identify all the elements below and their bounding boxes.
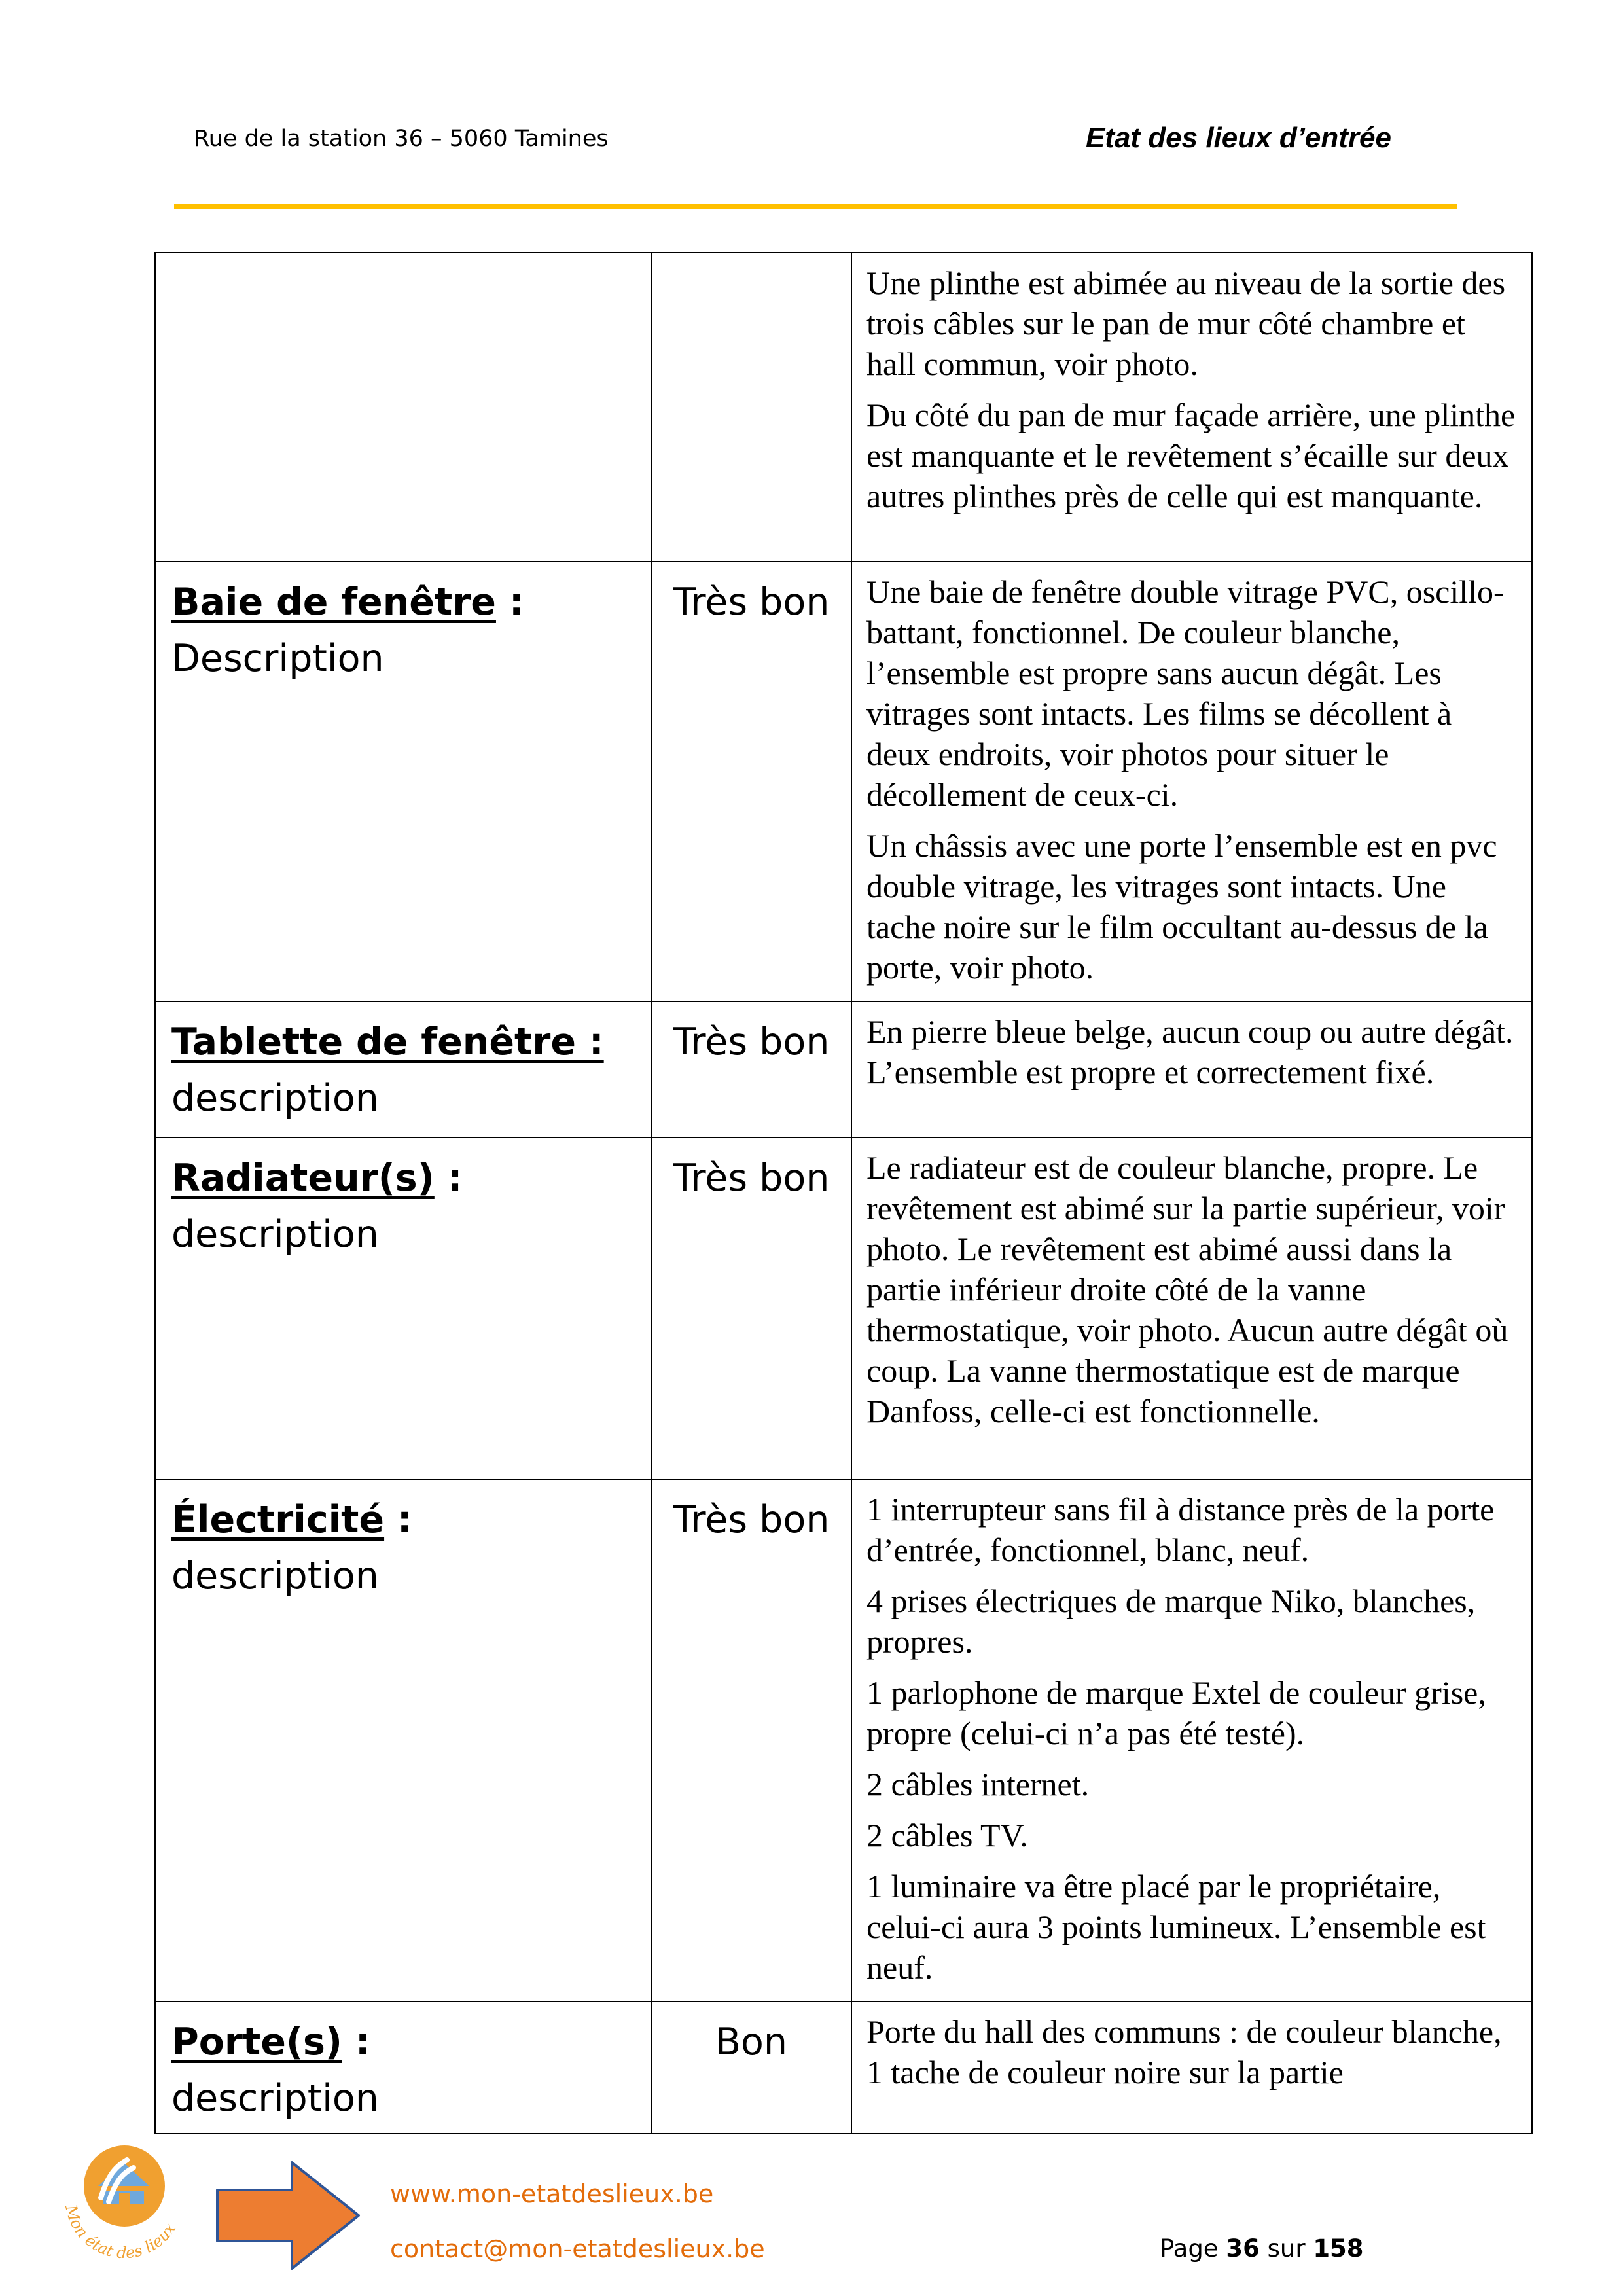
table-row xyxy=(155,1138,1532,1479)
page-mid: sur xyxy=(1259,2234,1313,2263)
header-address: Rue de la station 36 – 5060 Tamines xyxy=(194,126,609,152)
item-label: Électricité xyxy=(171,1498,385,1541)
description-paragraph: Une plinthe est abimée au niveau de la sortie des trois câbles sur le pan de mur côté chambre et hall commun, voir photo. xyxy=(866,264,1506,382)
item-description-cell xyxy=(851,253,1532,562)
description-paragraph: 1 parlophone de marque Extel de couleur grise, propre (celui-ci n’a pas été testé). xyxy=(866,1674,1486,1751)
item-label-separator: : xyxy=(384,1498,412,1541)
item-label-separator: : xyxy=(495,581,524,624)
page-current: 36 xyxy=(1226,2234,1260,2263)
item-label-cell xyxy=(155,1001,651,1138)
page-prefix: Page xyxy=(1160,2234,1226,2263)
description-paragraph: Du côté du pan de mur façade arrière, une plinthe est manquante et le revêtement s’écaille sur deux autres plinthes près de celle qui est manquante. xyxy=(866,397,1516,514)
item-label-separator: : xyxy=(434,1157,463,1200)
description-paragraph: Porte du hall des communs : de couleur blanche, 1 tache de couleur noire sur la partie xyxy=(866,2013,1502,2090)
logo-text: Mon état des lieux xyxy=(62,2202,180,2263)
item-label-cell xyxy=(155,2001,651,2134)
document-title: Etat des lieux d’entrée xyxy=(1085,122,1391,154)
item-label: Baie de fenêtre xyxy=(171,581,496,624)
item-label-cell xyxy=(155,562,651,1001)
item-label: Tablette de fenêtre : xyxy=(171,1020,604,1064)
item-description-cell xyxy=(851,1138,1532,1479)
item-state: Très bon xyxy=(651,1138,851,1479)
page-total: 158 xyxy=(1313,2234,1364,2263)
description-paragraph: 1 interrupteur sans fil à distance près de la porte d’entrée, fonctionnel, blanc, neuf. xyxy=(866,1491,1495,1568)
description-paragraph: 2 câbles internet. xyxy=(866,1766,1090,1803)
item-description-cell xyxy=(851,1479,1532,2001)
item-label-separator: : xyxy=(342,2020,370,2064)
item-label: Porte(s) xyxy=(171,2020,342,2064)
item-state-cell xyxy=(651,253,851,562)
item-sublabel: description xyxy=(171,1554,379,1598)
email-link[interactable]: contact@mon-etatdeslieux.be xyxy=(390,2234,765,2263)
item-label-cell xyxy=(155,253,651,562)
table-row xyxy=(155,1479,1532,2001)
item-description-cell xyxy=(851,1001,1532,1138)
item-description-cell xyxy=(851,562,1532,1001)
table-row xyxy=(155,2001,1532,2134)
item-sublabel: description xyxy=(171,1213,379,1256)
item-state: Très bon xyxy=(651,1479,851,2001)
item-label: Radiateur(s) xyxy=(171,1157,435,1200)
description-paragraph: Le radiateur est de couleur blanche, propre. Le revêtement est abimé sur la partie supérieur, voir photo. Le revêtement est abimé aussi dans la partie inférieur droite côté de la vanne thermostatique, voir photo. Aucun autre dégât où coup. La vanne thermostatique est de marque Danfoss, celle-ci est fonctionnelle. xyxy=(866,1149,1508,1429)
inventory-table xyxy=(154,252,1533,2134)
item-label-cell xyxy=(155,1138,651,1479)
item-state: Très bon xyxy=(651,562,851,1001)
header-divider xyxy=(174,204,1457,209)
description-paragraph: 1 luminaire va être placé par le propriétaire, celui-ci aura 3 points lumineux. L’ensemble est neuf. xyxy=(866,1868,1486,1986)
item-label-cell xyxy=(155,1479,651,2001)
table-row xyxy=(155,253,1532,562)
description-paragraph: Un châssis avec une porte l’ensemble est en pvc double vitrage, les vitrages sont intacts. Une tache noire sur le film occultant au-dessus de la porte, voir photo. xyxy=(866,827,1497,986)
table-row xyxy=(155,562,1532,1001)
item-description-cell xyxy=(851,2001,1532,2134)
brand-logo-icon xyxy=(46,2121,203,2278)
item-state: Bon xyxy=(651,2001,851,2134)
arrow-right-icon xyxy=(215,2160,363,2271)
website-link[interactable]: www.mon-etatdeslieux.be xyxy=(390,2179,714,2208)
item-state: Très bon xyxy=(651,1001,851,1138)
item-sublabel: Description xyxy=(171,637,384,680)
item-sublabel: description xyxy=(171,2077,379,2120)
description-paragraph: En pierre bleue belge, aucun coup ou autre dégât. L’ensemble est propre et correctement fixé. xyxy=(866,1013,1514,1090)
description-paragraph: 2 câbles TV. xyxy=(866,1817,1028,1854)
page-number xyxy=(1160,2234,1364,2263)
description-paragraph: Une baie de fenêtre double vitrage PVC, oscillo-battant, fonctionnel. De couleur blanche, l’ensemble est propre sans aucun dégât. Les vitrages sont intacts. Les films se décollent à deux endroits, voir photos pour situer le décollement de ceux-ci. xyxy=(866,573,1505,813)
item-sublabel: description xyxy=(171,1077,379,1120)
description-paragraph: 4 prises électriques de marque Niko, blanches, propres. xyxy=(866,1583,1476,1660)
table-row xyxy=(155,1001,1532,1138)
